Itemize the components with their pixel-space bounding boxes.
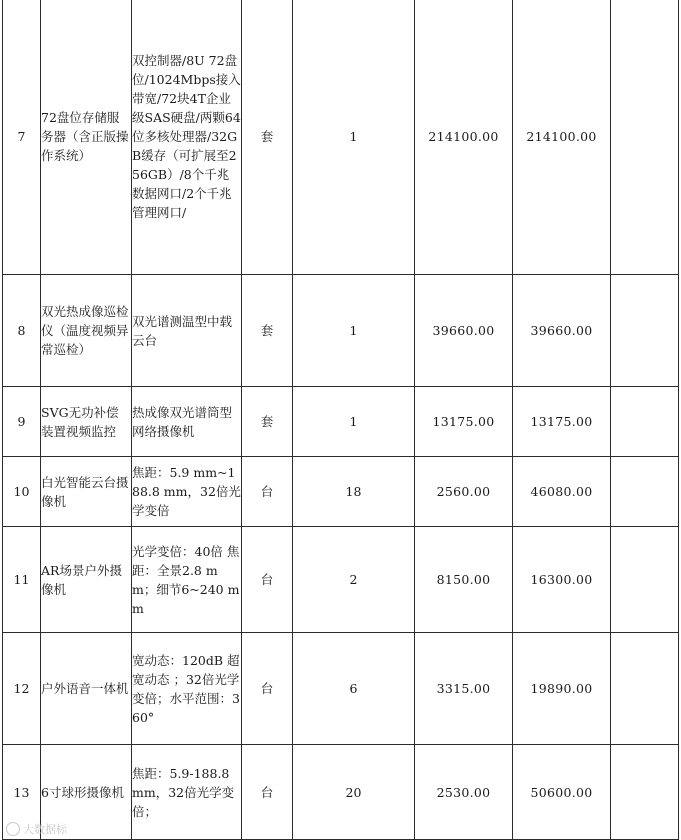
cell-price: 39660.00 — [415, 275, 513, 387]
cell-no: 9 — [3, 387, 41, 457]
cell-note — [611, 527, 679, 633]
cell-spec: 双控制器/8U 72盘位/1024Mbps接入带宽/72块4T企业级SAS硬盘/两颗64位多核处理器/32GB缓存（可扩展至256GB）/8个千兆数据网口/2个千兆管理网口/ — [132, 0, 242, 275]
table-row — [3, 633, 679, 745]
table-row — [3, 527, 679, 633]
cell-unit: 台 — [242, 633, 293, 745]
cell-spec: 光学变倍：40倍 焦距：全景2.8 mm；细节6~240 mm — [132, 527, 242, 633]
cell-no: 11 — [3, 527, 41, 633]
table-row — [3, 387, 679, 457]
watermark: 大数据标 — [6, 821, 67, 837]
cell-spec: 宽动态：120dB 超宽动态 ；32倍光学变倍；水平范围：360° — [132, 633, 242, 745]
cell-price: 13175.00 — [415, 387, 513, 457]
cell-no: 13 — [3, 745, 41, 840]
cell-price: 214100.00 — [415, 0, 513, 275]
cell-no: 12 — [3, 633, 41, 745]
cell-no: 8 — [3, 275, 41, 387]
cell-qty: 1 — [293, 275, 415, 387]
watermark-logo-icon — [6, 822, 20, 836]
cell-qty: 1 — [293, 0, 415, 275]
cell-name: 双光热成像巡检仪（温度视频异常巡检） — [41, 275, 132, 387]
cell-total: 16300.00 — [513, 527, 611, 633]
cell-unit: 套 — [242, 275, 293, 387]
cell-note — [611, 0, 679, 275]
cell-price: 8150.00 — [415, 527, 513, 633]
cell-note — [611, 387, 679, 457]
cell-note — [611, 633, 679, 745]
cell-unit: 套 — [242, 0, 293, 275]
cell-unit: 套 — [242, 387, 293, 457]
cell-qty: 1 — [293, 387, 415, 457]
cell-qty: 2 — [293, 527, 415, 633]
cell-unit: 台 — [242, 457, 293, 527]
cell-spec: 焦距：5.9-188.8 mm，32倍光学变倍； — [132, 745, 242, 840]
cell-qty: 20 — [293, 745, 415, 840]
cell-no: 10 — [3, 457, 41, 527]
cell-unit: 台 — [242, 527, 293, 633]
cell-name: 6寸球形摄像机 — [41, 745, 132, 840]
cell-note — [611, 745, 679, 840]
cell-spec: 热成像双光谱筒型网络摄像机 — [132, 387, 242, 457]
cell-price: 2530.00 — [415, 745, 513, 840]
cell-unit: 台 — [242, 745, 293, 840]
cell-price: 2560.00 — [415, 457, 513, 527]
cell-name: 户外语音一体机 — [41, 633, 132, 745]
cell-name: AR场景户外摄像机 — [41, 527, 132, 633]
cell-name: 白光智能云台摄像机 — [41, 457, 132, 527]
cell-spec: 双光谱测温型中载云台 — [132, 275, 242, 387]
cell-total: 13175.00 — [513, 387, 611, 457]
cell-qty: 18 — [293, 457, 415, 527]
cell-spec: 焦距：5.9 mm~188.8 mm，32倍光学变倍 — [132, 457, 242, 527]
table-row — [3, 0, 679, 275]
cell-no: 7 — [3, 0, 41, 275]
cell-note — [611, 275, 679, 387]
table-row — [3, 457, 679, 527]
cell-name: 72盘位存储服务器（含正版操作系统） — [41, 0, 132, 275]
cell-total: 214100.00 — [513, 0, 611, 275]
cell-total: 50600.00 — [513, 745, 611, 840]
cell-note — [611, 457, 679, 527]
cell-total: 19890.00 — [513, 633, 611, 745]
table-row — [3, 275, 679, 387]
cell-total: 46080.00 — [513, 457, 611, 527]
table-row — [3, 745, 679, 840]
cell-price: 3315.00 — [415, 633, 513, 745]
cell-name: SVG无功补偿装置视频监控 — [41, 387, 132, 457]
cell-qty: 6 — [293, 633, 415, 745]
cell-total: 39660.00 — [513, 275, 611, 387]
equipment-table — [2, 0, 679, 840]
